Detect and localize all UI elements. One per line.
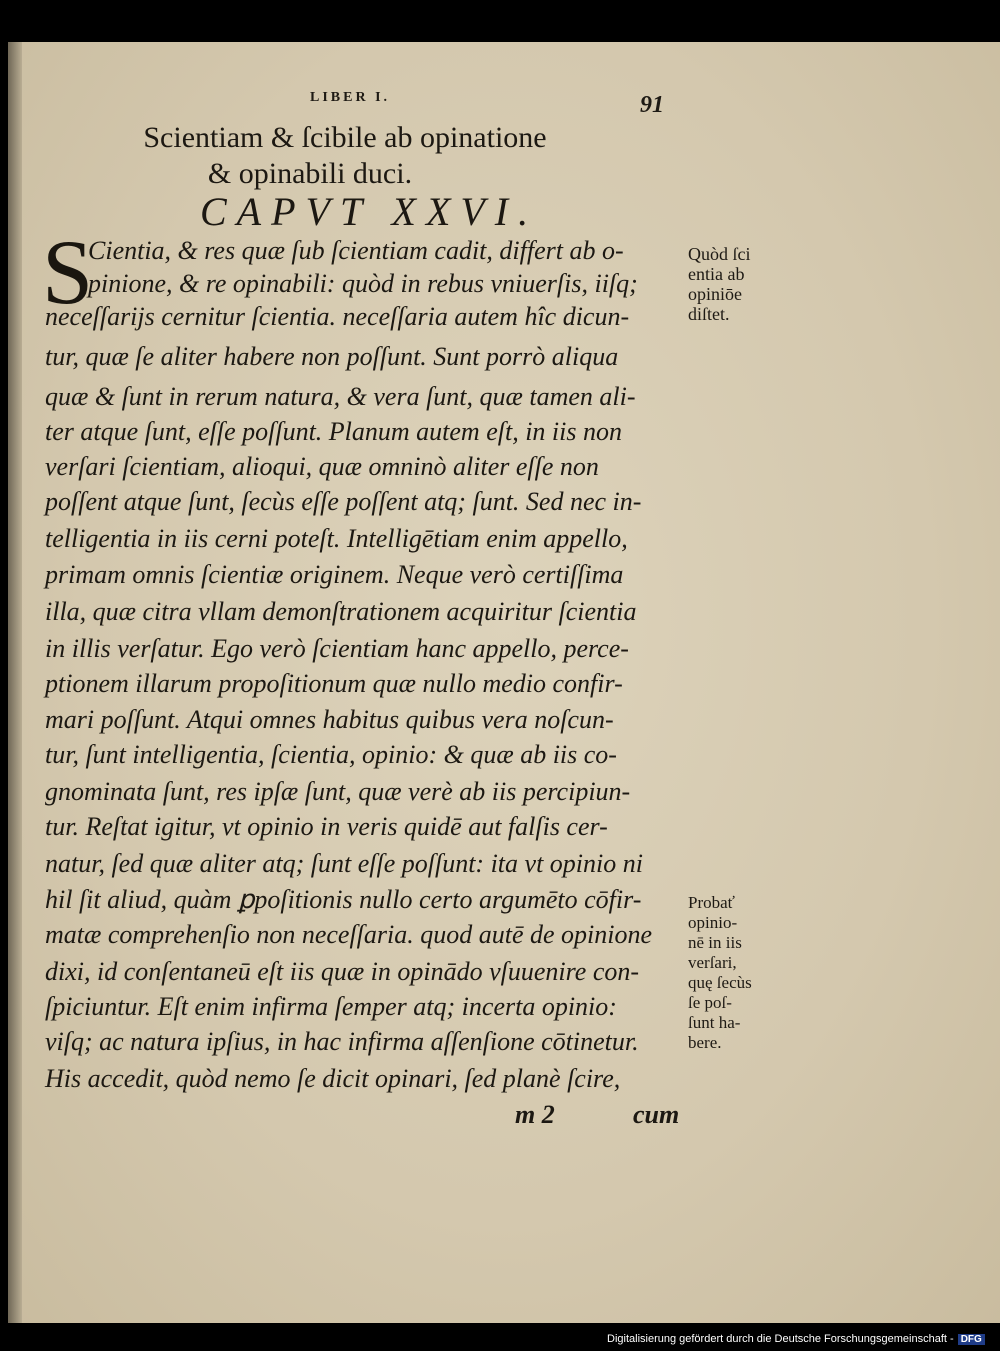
marginal-note-line: ſe poſ- — [688, 993, 732, 1012]
marginal-note-line: entia ab — [688, 264, 745, 284]
catchword: cum — [633, 1100, 680, 1129]
text-line: illa, quæ citra vllam demonſtrationem acquiritur ſcientia — [45, 597, 637, 626]
digitization-credit — [607, 1333, 985, 1345]
marginal-note-line: Probať — [688, 893, 735, 912]
text-line: poſſent atque ſunt, ſecùs eſſe poſſent atq; ſunt. Sed nec in- — [45, 487, 642, 516]
text-line: telligentia in iis cerni poteſt. Intelligētiam enim appello, — [45, 524, 628, 553]
marginal-note-line: quę ſecùs — [688, 973, 752, 992]
signature-mark: m 2 — [515, 1100, 555, 1129]
marginal-note-line: Quòd ſci — [688, 244, 751, 264]
text-line: mari poſſunt. Atqui omnes habitus quibus vera noſcun- — [45, 705, 614, 734]
text-line: tur, quæ ſe aliter habere non poſſunt. Sunt porrò aliqua — [45, 342, 619, 371]
text-line: tur, ſunt intelligentia, ſcientia, opinio: & quæ ab iis co- — [45, 740, 617, 769]
text-line: ſpiciuntur. Eſt enim infirma ſemper atq; incerta opinio: — [45, 992, 617, 1021]
text-line: matæ comprehenſio non neceſſaria. quod autē de opinione — [45, 920, 653, 949]
text-line: neceſſarijs cernitur ſcientia. neceſſaria autem hîc dicun- — [45, 302, 630, 331]
marginal-note-line: bere. — [688, 1033, 722, 1052]
running-head: LIBER I. — [310, 90, 391, 105]
chapter-heading: CAPVT XXVI. — [200, 189, 539, 234]
text-line: hil ſit aliud, quàm ꝑpoſitionis nullo certo argumēto cōfir- — [45, 885, 642, 914]
text-line: His accedit, quòd nemo ſe dicit opinari, ſed planè ſcire, — [45, 1064, 621, 1093]
marginal-note-line: opinio- — [688, 913, 738, 932]
text-line: tur. Reſtat igitur, vt opinio in veris quidē aut falſis cer- — [45, 812, 608, 841]
marginal-note-2 — [688, 893, 788, 1053]
dfg-logo: DFG — [958, 1334, 985, 1345]
credit-text: Digitalisierung gefördert durch die Deutsche Forschungsgemeinschaft - — [607, 1333, 954, 1345]
text-line: dixi, id conſentaneū eſt iis quæ in opinādo vſuuenire con- — [45, 957, 640, 986]
chapter-title-line-1: Scientiam & ſcibile ab opinatione — [143, 121, 547, 154]
marginal-note-line: ſunt ha- — [688, 1013, 741, 1032]
text-line: in illis verſatur. Ego verò ſcientiam hanc appello, perce- — [45, 634, 629, 663]
drop-capital: S — [42, 221, 94, 323]
marginal-note-line: opiniōe — [688, 284, 742, 304]
page-number: 91 — [640, 92, 664, 118]
text-line: viſq; ac natura ipſius, in hac infirma aſſenſione cōtinetur. — [45, 1027, 639, 1056]
text-line: gnominata ſunt, res ipſæ ſunt, quæ verè ab iis percipiun- — [45, 777, 631, 806]
text-line: Cientia, & res quæ ſub ſcientiam cadit, differt ab o- — [88, 236, 624, 265]
marginal-note-line: nē in iis — [688, 933, 742, 952]
text-line: pinione, & re opinabili: quòd in rebus vniuerſis, iiſq; — [88, 269, 638, 298]
marginal-note-line: verſari, — [688, 953, 737, 972]
text-line: primam omnis ſcientiæ originem. Neque verò certiſſima — [45, 560, 624, 589]
text-line: ptionem illarum propoſitionum quæ nullo medio confir- — [45, 669, 623, 698]
marginal-note-1 — [688, 244, 788, 324]
text-line: verſari ſcientiam, alioqui, quæ omninò aliter eſſe non — [45, 452, 599, 481]
chapter-title-line-2: & opinabili duci. — [207, 157, 413, 190]
text-line: quæ & ſunt in rerum natura, & vera ſunt, quæ tamen ali- — [45, 382, 636, 411]
text-line: ter atque ſunt, eſſe poſſunt. Planum autem eſt, in iis non — [45, 417, 622, 446]
marginal-note-line: diſtet. — [688, 304, 730, 324]
text-line: natur, ſed quæ aliter atq; ſunt eſſe poſſunt: ita vt opinio ni — [45, 849, 643, 878]
page-spine-shadow — [8, 42, 22, 1323]
